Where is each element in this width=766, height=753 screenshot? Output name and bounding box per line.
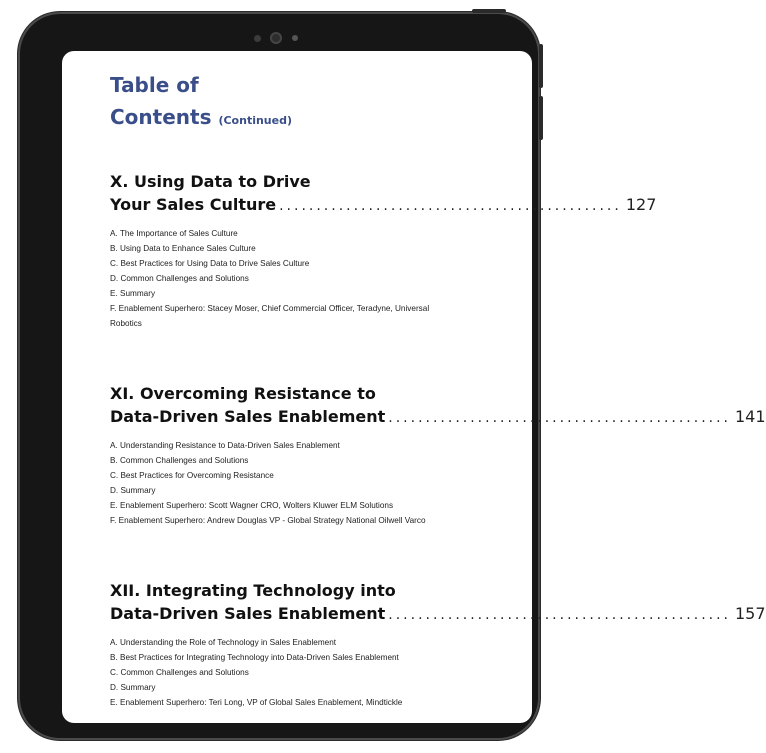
screen — [62, 51, 766, 723]
list-item: F. Enablement Superhero: Stacey Moser, Chief Commercial Officer, Teradyne, Universal — [110, 304, 430, 313]
list-item: F. Enablement Superhero: Andrew Douglas VP - Global Strategy National Oilwell Varco — [110, 516, 426, 525]
continued-label: (Continued) — [218, 114, 292, 127]
toc-section-xi — [110, 382, 766, 528]
subsection-list — [110, 438, 486, 528]
list-item: Robotics — [110, 319, 142, 328]
list-item: B. Using Data to Enhance Sales Culture — [110, 244, 256, 253]
list-item: A. Understanding the Role of Technology in Sales Enablement — [110, 638, 337, 647]
section-title-line1: XII. Integrating Technology into — [110, 581, 396, 600]
sensor-icon — [254, 35, 261, 42]
section-heading — [110, 579, 766, 627]
list-item: E. Summary — [110, 289, 156, 298]
tablet-frame — [18, 12, 766, 740]
volume-down-button — [539, 96, 543, 140]
flash-icon — [292, 35, 298, 41]
dot-leader: .............................................. — [279, 198, 622, 214]
toc-section-x — [110, 170, 657, 331]
volume-up-button — [539, 44, 543, 88]
list-item: E. Enablement Superhero: Scott Wagner CRO, Wolters Kluwer ELM Solutions — [110, 501, 394, 510]
list-item: B. Best Practices for Integrating Technology into Data-Driven Sales Enablement — [110, 653, 399, 662]
dot-leader: .............................................. — [388, 607, 731, 623]
list-item: A. The Importance of Sales Culture — [110, 229, 238, 238]
list-item: D. Summary — [110, 683, 156, 692]
section-heading — [110, 382, 766, 430]
list-item: D. Summary — [110, 486, 156, 495]
list-item: C. Best Practices for Overcoming Resistance — [110, 471, 274, 480]
list-item: C. Common Challenges and Solutions — [110, 668, 249, 677]
toc-section-xii — [110, 579, 766, 710]
power-button — [472, 9, 506, 13]
camera-icon — [270, 32, 282, 44]
page-title-line2: Contents — [110, 105, 212, 129]
camera-bar — [246, 30, 316, 46]
list-item: A. Understanding Resistance to Data-Driven Sales Enablement — [110, 441, 340, 450]
section-title-line2: Your Sales Culture — [110, 195, 277, 214]
section-heading — [110, 170, 657, 218]
section-title-line2: Data-Driven Sales Enablement — [110, 407, 386, 426]
dot-leader: .............................................. — [388, 410, 731, 426]
list-item: E. Enablement Superhero: Teri Long, VP of Global Sales Enablement, Mindtickle — [110, 698, 403, 707]
page-number: 157 — [735, 604, 766, 623]
section-title-line1: XI. Overcoming Resistance to — [110, 384, 376, 403]
section-title-line1: X. Using Data to Drive — [110, 172, 311, 191]
page-number: 127 — [625, 195, 657, 214]
list-item: D. Common Challenges and Solutions — [110, 274, 249, 283]
section-title-line2: Data-Driven Sales Enablement — [110, 604, 386, 623]
list-item: C. Best Practices for Using Data to Drive Sales Culture — [110, 259, 310, 268]
page-number: 141 — [735, 407, 766, 426]
list-item: B. Common Challenges and Solutions — [110, 456, 249, 465]
page-title-line1: Table of — [110, 73, 199, 97]
page-title — [110, 69, 292, 137]
subsection-list — [110, 635, 486, 710]
subsection-list — [110, 226, 486, 331]
